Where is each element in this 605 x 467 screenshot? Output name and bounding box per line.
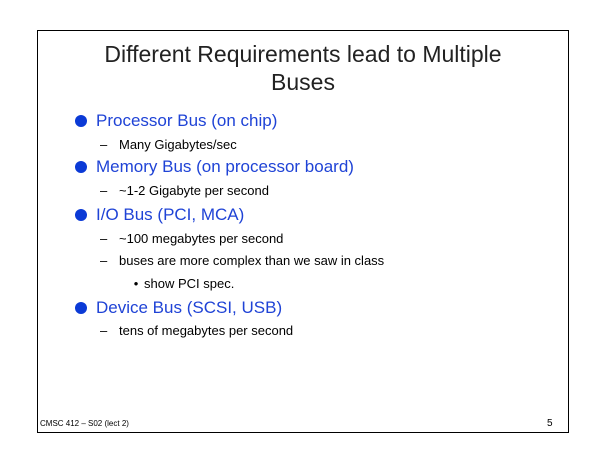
subsub-text: show PCI spec. (144, 276, 235, 291)
bullet-item (75, 157, 354, 177)
bullet-dot-icon (75, 302, 87, 314)
bullet-dot-icon (75, 115, 87, 127)
title-line-1: Different Requirements lead to Multiple (104, 41, 502, 67)
bullet-label: Memory Bus (on processor board) (96, 157, 354, 176)
sub-item (100, 323, 293, 338)
dash-symbol: – (100, 323, 108, 338)
bullet-item (75, 205, 244, 225)
sub-text: Many Gigabytes/sec (119, 137, 237, 152)
sub-item (100, 183, 269, 198)
dash-symbol: – (100, 253, 108, 268)
bullet-item (75, 111, 277, 131)
sub-item (100, 137, 237, 152)
bullet-label: Device Bus (SCSI, USB) (96, 298, 283, 317)
sub-item (100, 253, 384, 268)
sub-text: tens of megabytes per second (119, 323, 294, 338)
bullet-dot-icon (75, 209, 87, 221)
sub-text: ~100 megabytes per second (119, 231, 284, 246)
bullet-dot-icon (75, 161, 87, 173)
title-line-2: Buses (271, 69, 335, 95)
small-bullet-icon: • (133, 276, 139, 291)
sub-item (100, 231, 283, 246)
bullet-label: Processor Bus (on chip) (96, 111, 278, 130)
sub-text: buses are more complex than we saw in class (119, 253, 385, 268)
bullet-label: I/O Bus (PCI, MCA) (96, 205, 245, 224)
dash-symbol: – (100, 183, 108, 198)
subsub-item (132, 276, 234, 291)
page-number: 5 (547, 418, 553, 429)
footer-course-label: CMSC 412 – S02 (lect 2) (40, 419, 129, 428)
dash-symbol: – (100, 231, 108, 246)
bullet-item (75, 298, 282, 318)
dash-symbol: – (100, 137, 108, 152)
sub-text: ~1-2 Gigabyte per second (119, 183, 269, 198)
